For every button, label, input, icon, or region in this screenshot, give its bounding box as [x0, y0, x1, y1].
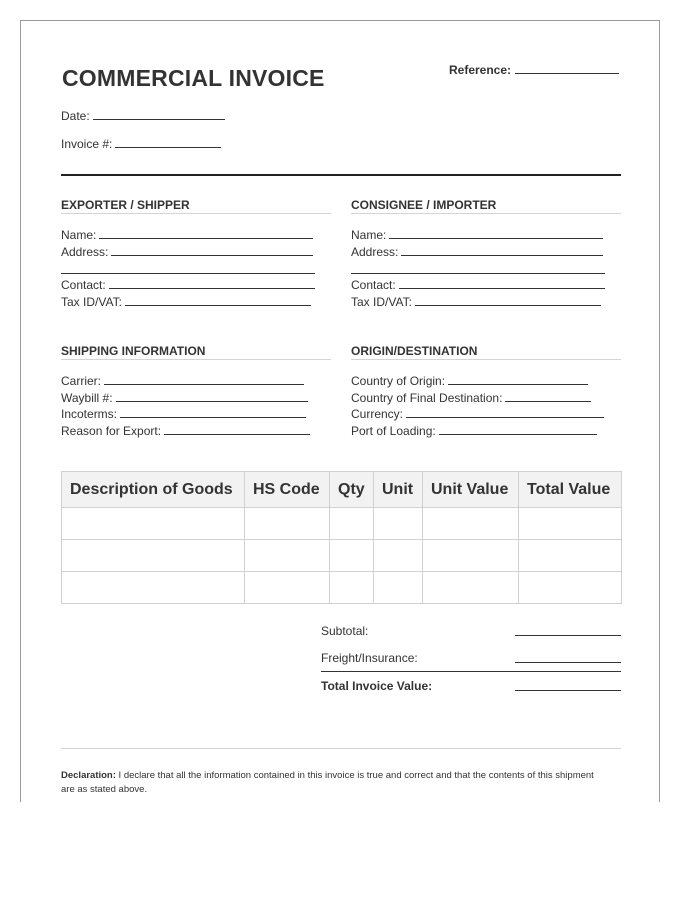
table-row [62, 572, 622, 604]
invoice-number-label: Invoice #: [61, 137, 113, 151]
exporter-tax-label: Tax ID/VAT: [61, 295, 122, 309]
freight-label: Freight/Insurance: [321, 651, 418, 665]
declaration-text: I declare that all the information contained in this invoice is true and correct and that the contents of this shipment are as stated above. [61, 770, 594, 795]
port-blank[interactable] [439, 424, 597, 435]
table-cell[interactable] [62, 572, 245, 604]
country-dest-field[interactable] [351, 391, 591, 405]
port-field[interactable] [351, 424, 597, 438]
table-cell[interactable] [519, 572, 622, 604]
reference-field[interactable] [449, 63, 619, 77]
col-qty: Qty [330, 472, 374, 508]
table-cell[interactable] [245, 508, 330, 540]
consignee-contact-field[interactable] [351, 278, 605, 292]
exporter-address-line2[interactable] [61, 273, 315, 274]
header-divider [61, 174, 621, 176]
table-cell[interactable] [245, 572, 330, 604]
table-row [62, 540, 622, 572]
table-cell[interactable] [423, 572, 519, 604]
invoice-page [20, 20, 660, 802]
exporter-address-label: Address: [61, 245, 109, 259]
exporter-contact-label: Contact: [61, 278, 106, 292]
col-unit-value: Unit Value [423, 472, 519, 508]
table-cell[interactable] [519, 508, 622, 540]
exporter-name-blank[interactable] [99, 228, 313, 239]
total-invoice-blank[interactable] [515, 690, 621, 691]
table-cell[interactable] [330, 540, 374, 572]
carrier-blank[interactable] [104, 374, 304, 385]
exporter-tax-blank[interactable] [125, 295, 311, 306]
carrier-field[interactable] [61, 374, 304, 388]
col-unit: Unit [374, 472, 423, 508]
exporter-contact-field[interactable] [61, 278, 315, 292]
table-cell[interactable] [330, 508, 374, 540]
consignee-heading-rule [351, 213, 621, 214]
subtotal-blank[interactable] [515, 635, 621, 636]
waybill-label: Waybill #: [61, 391, 113, 405]
consignee-tax-label: Tax ID/VAT: [351, 295, 412, 309]
col-total-value: Total Value [519, 472, 622, 508]
table-cell[interactable] [245, 540, 330, 572]
exporter-address-field[interactable] [61, 245, 313, 259]
table-cell[interactable] [62, 508, 245, 540]
shipping-heading: SHIPPING INFORMATION [61, 344, 206, 358]
invoice-number-field[interactable] [61, 137, 221, 151]
reason-field[interactable] [61, 424, 310, 438]
date-label: Date: [61, 109, 90, 123]
currency-field[interactable] [351, 407, 604, 421]
origin-heading: ORIGIN/DESTINATION [351, 344, 478, 358]
col-description: Description of Goods [62, 472, 245, 508]
declaration-divider [61, 748, 621, 749]
waybill-field[interactable] [61, 391, 308, 405]
exporter-address-blank[interactable] [111, 245, 313, 256]
date-blank[interactable] [93, 109, 225, 120]
table-cell[interactable] [374, 508, 423, 540]
exporter-name-field[interactable] [61, 228, 313, 242]
goods-table [61, 471, 622, 604]
consignee-address-blank[interactable] [401, 245, 603, 256]
consignee-name-blank[interactable] [389, 228, 603, 239]
table-cell[interactable] [423, 508, 519, 540]
declaration-label: Declaration: [61, 770, 116, 781]
consignee-tax-blank[interactable] [415, 295, 601, 306]
waybill-blank[interactable] [116, 391, 308, 402]
table-cell[interactable] [374, 572, 423, 604]
country-origin-blank[interactable] [448, 374, 588, 385]
exporter-heading: EXPORTER / SHIPPER [61, 198, 190, 212]
invoice-title: COMMERCIAL INVOICE [62, 65, 325, 91]
country-dest-blank[interactable] [505, 391, 591, 402]
table-cell[interactable] [330, 572, 374, 604]
consignee-address-line2[interactable] [351, 273, 605, 274]
freight-blank[interactable] [515, 662, 621, 663]
origin-heading-rule [351, 359, 621, 360]
table-cell[interactable] [374, 540, 423, 572]
totals-divider [321, 671, 621, 672]
consignee-address-field[interactable] [351, 245, 603, 259]
incoterms-label: Incoterms: [61, 407, 118, 421]
exporter-contact-blank[interactable] [109, 278, 315, 289]
currency-label: Currency: [351, 407, 404, 421]
col-hs-code: HS Code [245, 472, 330, 508]
reference-blank[interactable] [515, 63, 619, 74]
consignee-name-field[interactable] [351, 228, 603, 242]
consignee-contact-label: Contact: [351, 278, 396, 292]
table-row [62, 508, 622, 540]
date-field[interactable] [61, 109, 225, 123]
reason-label: Reason for Export: [61, 424, 162, 438]
exporter-name-label: Name: [61, 228, 97, 242]
exporter-tax-field[interactable] [61, 295, 311, 309]
consignee-heading: CONSIGNEE / IMPORTER [351, 198, 497, 212]
invoice-number-blank[interactable] [115, 137, 221, 148]
country-origin-field[interactable] [351, 374, 588, 388]
declaration [61, 769, 601, 797]
goods-table-header [62, 472, 622, 508]
incoterms-blank[interactable] [120, 407, 306, 418]
reason-blank[interactable] [164, 424, 310, 435]
table-cell[interactable] [423, 540, 519, 572]
consignee-name-label: Name: [351, 228, 387, 242]
exporter-heading-rule [61, 213, 331, 214]
consignee-address-label: Address: [351, 245, 399, 259]
incoterms-field[interactable] [61, 407, 306, 421]
reference-label: Reference: [449, 63, 512, 77]
carrier-label: Carrier: [61, 374, 102, 388]
table-cell[interactable] [62, 540, 245, 572]
consignee-contact-blank[interactable] [399, 278, 605, 289]
country-dest-label: Country of Final Destination: [351, 391, 503, 405]
country-origin-label: Country of Origin: [351, 374, 446, 388]
shipping-heading-rule [61, 359, 331, 360]
currency-blank[interactable] [406, 407, 604, 418]
consignee-tax-field[interactable] [351, 295, 601, 309]
port-label: Port of Loading: [351, 424, 436, 438]
table-cell[interactable] [519, 540, 622, 572]
subtotal-label: Subtotal: [321, 624, 369, 638]
total-invoice-label: Total Invoice Value: [321, 679, 433, 693]
